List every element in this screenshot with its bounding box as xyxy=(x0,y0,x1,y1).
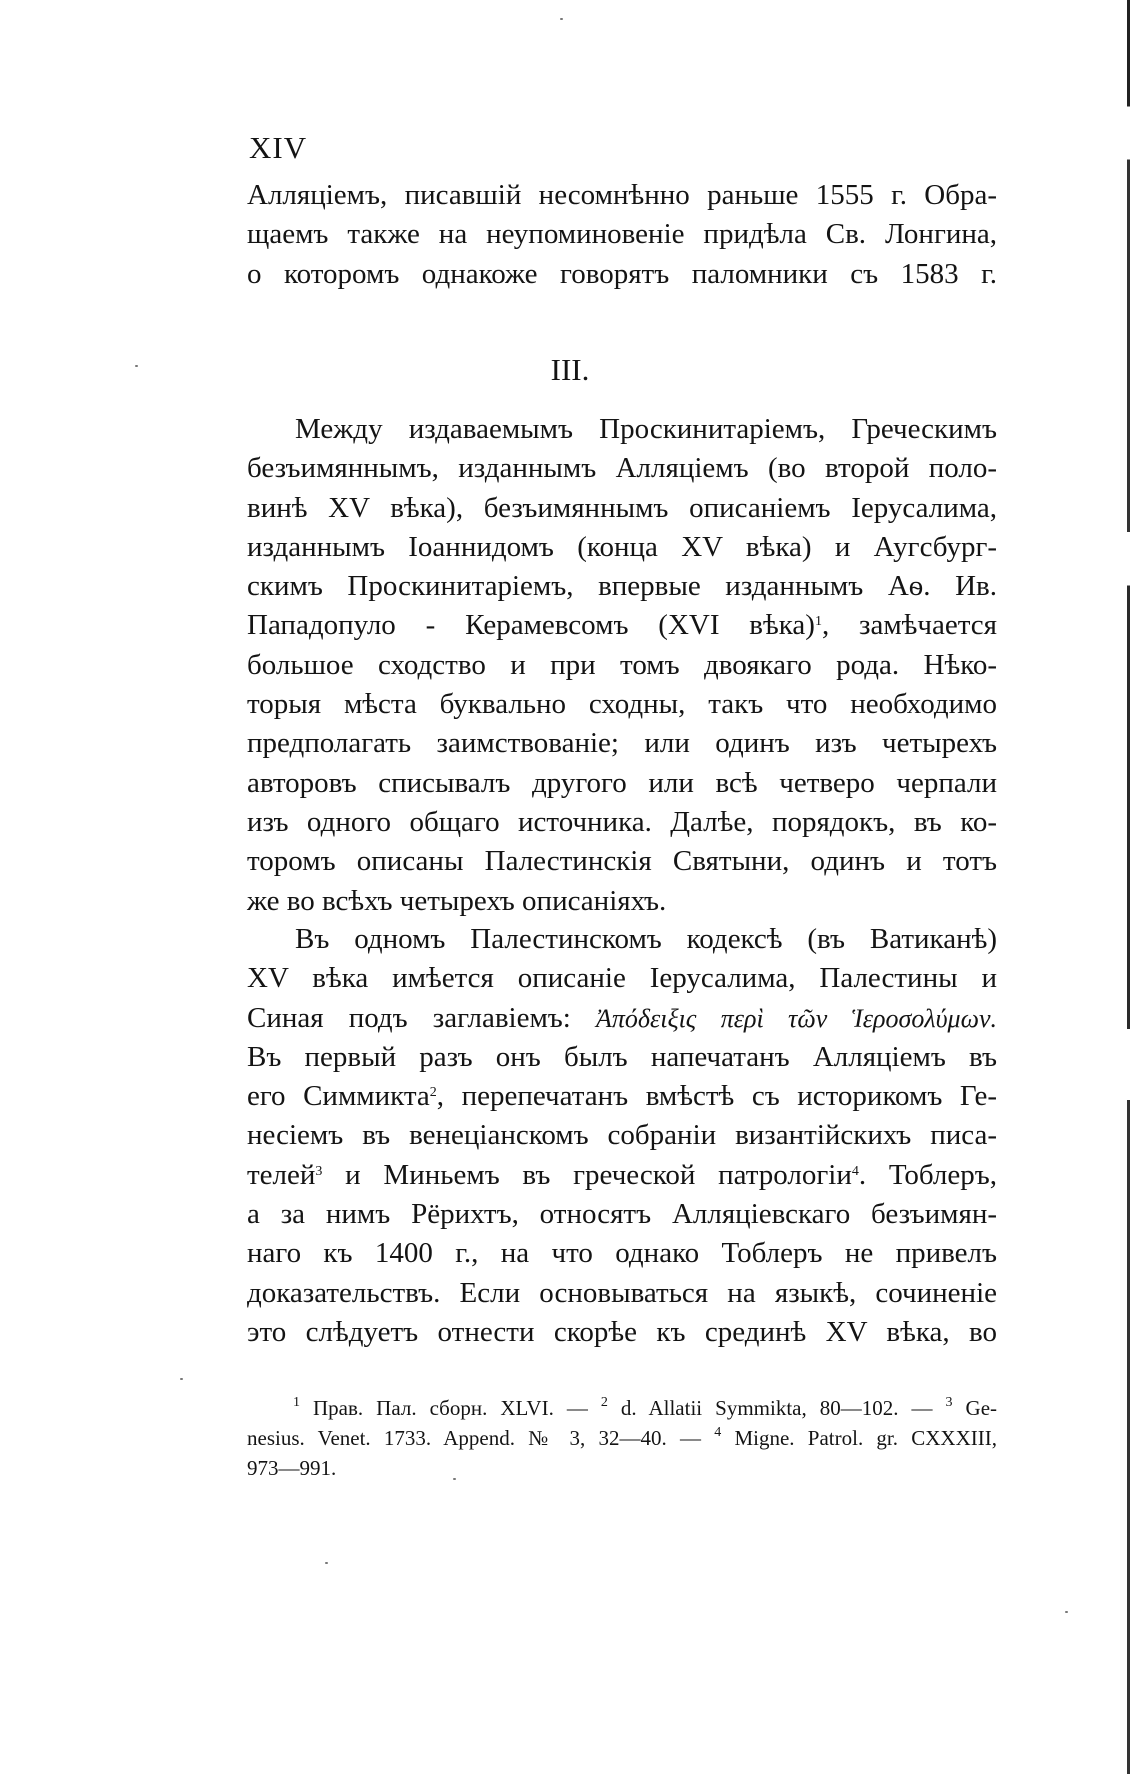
text-line: Между издаваемымъ Проскинитаріемъ, Греческимъ xyxy=(295,413,997,445)
top-paragraph xyxy=(247,176,997,294)
text-line: наго къ 1400 г., на что однако Тоблеръ не привелъ xyxy=(247,1237,997,1270)
text-line: авторовъ списывалъ другого или всѣ четверо черпали xyxy=(247,766,997,799)
text-line xyxy=(247,1156,997,1195)
scan-speck xyxy=(1065,1611,1068,1613)
text-line xyxy=(247,1077,997,1116)
text-line: торыя мѣста буквально сходны, такъ что необходимо xyxy=(247,688,997,721)
footnote-mark-4: 4 xyxy=(714,1425,722,1440)
text-line xyxy=(247,606,997,645)
text-line: же во всѣхъ четырехъ описаніяхъ. xyxy=(247,884,667,917)
footnote-ref-4: 4 xyxy=(851,1163,859,1179)
running-head: XIV xyxy=(249,130,308,165)
footnote-ref-1: 1 xyxy=(814,614,822,630)
text-line: несіемъ въ венеціанскомъ собраніи византійскихъ писа- xyxy=(247,1119,997,1152)
scan-speck xyxy=(180,1378,183,1380)
footnote-text: nesius. Venet. 1733. Append. № 3, 32—40. — xyxy=(247,1426,715,1450)
text-line: большое сходство и при томъ двоякаго рода. Нѣко- xyxy=(247,648,997,681)
text-line: Алляціемъ, писавшій несомнѣнно раньше 1555 г. Обра- xyxy=(247,179,997,211)
text-line: это слѣдуетъ отнести скорѣе къ срединѣ XV вѣка, во xyxy=(247,1315,997,1348)
footnote-mark-1: 1 xyxy=(293,1395,300,1410)
scan-speck xyxy=(453,1478,456,1480)
text-line: винѣ XV вѣка), безъимяннымъ описаніемъ Іерусалима, xyxy=(247,491,997,524)
footnote-ref-3: 3 xyxy=(315,1163,323,1179)
text-line: Въ первый разъ онъ былъ напечатанъ Алляціемъ въ xyxy=(247,1040,997,1073)
line-part: , замѣчается xyxy=(821,609,997,642)
footnote-text: d. Allatii Symmikta, 80—102. — xyxy=(607,1396,946,1420)
section-heading: III. xyxy=(550,352,590,387)
section-paragraph-1 xyxy=(247,410,997,921)
scan-speck xyxy=(135,365,138,367)
line-part: , перепечатанъ вмѣстѣ съ историкомъ Ге- xyxy=(436,1080,997,1113)
text-line: а за нимъ Рёрихтъ, относятъ Алляціевскаго безъимян- xyxy=(247,1198,997,1231)
text-line: предполагать заимствованіе; или одинъ изъ четырехъ xyxy=(247,727,997,760)
text-line: XV вѣка имѣется описаніе Іерусалима, Палестины и xyxy=(247,962,997,995)
greek-title: Ἀπόδειξις περὶ τῶν Ἱεροσολύμων. xyxy=(595,1003,997,1033)
scan-speck xyxy=(325,1562,328,1564)
footnote-line xyxy=(247,1393,997,1423)
line-part: и Миньемъ въ греческой патрологіи xyxy=(322,1158,852,1191)
section-paragraph-2 xyxy=(247,920,997,1352)
text-line: изъ одного общаго источника. Далѣе, порядокъ, въ ко- xyxy=(247,805,997,838)
footnote-text: Прав. Пал. сборн. XLVI. — xyxy=(313,1396,601,1420)
line-part: . Тоблеръ, xyxy=(858,1158,998,1191)
footnote-text: Ge- xyxy=(952,1396,998,1420)
footnote-line xyxy=(247,1423,997,1453)
line-part: Пападопуло - Керамевсомъ (XVI вѣка) xyxy=(247,609,815,642)
text-line: о которомъ однакоже говорятъ паломники съ 1583 г. xyxy=(247,257,997,290)
text-line: доказательствъ. Если основываться на языкѣ, сочиненіе xyxy=(247,1276,997,1309)
line-part: его Симмикта xyxy=(247,1080,430,1113)
text-line: изданнымъ Іоаннидомъ (конца XV вѣка) и Аугсбург- xyxy=(247,530,997,563)
page-edge xyxy=(1127,0,1130,1774)
footnote-mark-3: 3 xyxy=(945,1395,953,1410)
footnote-ref-2: 2 xyxy=(429,1085,437,1101)
text-line: Въ одномъ Палестинскомъ кодексѣ (въ Ватиканѣ) xyxy=(295,923,997,955)
text-line: торомъ описаны Палестинскія Святыни, одинъ и тотъ xyxy=(247,845,997,878)
footnote-line: 973—991. xyxy=(247,1456,337,1480)
scan-speck xyxy=(560,18,563,20)
text-line: безъимяннымъ, изданнымъ Алляціемъ (во второй поло- xyxy=(247,452,997,485)
footnote-mark-2: 2 xyxy=(600,1395,608,1410)
footnotes xyxy=(247,1393,997,1483)
text-line xyxy=(247,999,997,1038)
footnote-text: Migne. Patrol. gr. CXXXIII, xyxy=(721,1426,997,1450)
line-part: телей xyxy=(247,1158,316,1191)
text-line: скимъ Проскинитаріемъ, впервые изданнымъ Аѳ. Ив. xyxy=(247,570,997,603)
text-line: щаемъ также на неупоминовеніе придѣла Св. Лонгина, xyxy=(247,218,997,251)
line-part: Синая подъ заглавіемъ: xyxy=(247,1001,571,1034)
